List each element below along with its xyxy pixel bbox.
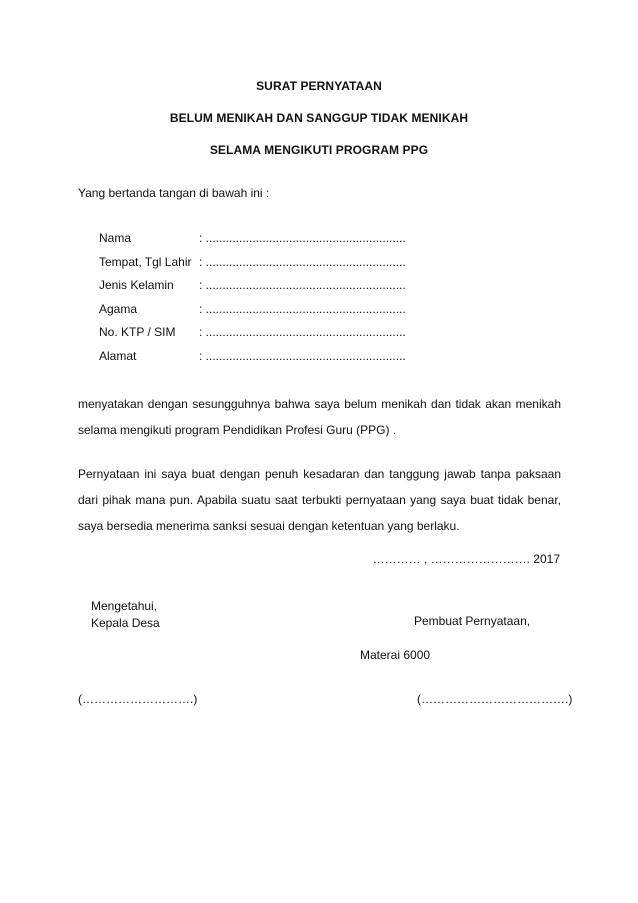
field-label: Alamat (99, 348, 137, 363)
maker-label: Pembuat Pernyataan, (414, 614, 531, 628)
field-label: Nama (99, 231, 132, 245)
field-no-ktp-sim (99, 325, 406, 349)
field-tempat-tgl-lahir (99, 255, 406, 279)
field-value: : ............................................................ (199, 348, 406, 363)
field-nama (99, 231, 406, 255)
document-subtitle-line2: SELAMA MENGIKUTI PROGRAM PPG (209, 143, 429, 157)
declaration-paragraph: Pernyataan ini saya buat dengan penuh kesadaran dan tanggung jawab tanpa paksaan dari pihak mana pun. Apabila suatu saat terbukti pernyataan yang saya buat tidak benar, saya bersedia menerima sanksi sesuai dengan ketentuan yang berlaku. (78, 467, 561, 533)
field-value: : ............................................................ (199, 254, 406, 269)
acknowledged-label: Mengetahui, (91, 599, 158, 613)
field-label: Tempat, Tgl Lahir (99, 254, 192, 269)
identity-fields (99, 231, 406, 372)
field-label: Agama (99, 301, 138, 316)
field-jenis-kelamin (99, 278, 406, 302)
field-value: : ............................................................ (199, 231, 406, 245)
document-title: SURAT PERNYATAAN (256, 79, 382, 93)
document-subtitle-line1: BELUM MENIKAH DAN SANGGUP TIDAK MENIKAH (169, 111, 469, 125)
village-head-label: Kepala Desa (91, 616, 160, 630)
acknowledgement-block (91, 598, 160, 632)
stamp-label: Materai 6000 (360, 648, 431, 662)
field-value: : ............................................................ (199, 278, 406, 292)
right-signature-line: (……………………………….) (417, 692, 573, 706)
field-value: : ............................................................ (199, 325, 406, 339)
intro-text: Yang bertanda tangan di bawah ini : (78, 186, 270, 200)
field-value: : ............................................................ (199, 301, 406, 316)
date-line: ………… , ……………………. 2017 (372, 552, 560, 566)
field-agama (99, 302, 406, 326)
field-label: Jenis Kelamin (99, 278, 174, 292)
left-signature-line: (……………………….) (78, 692, 198, 706)
field-alamat (99, 349, 406, 373)
statement-paragraph: menyatakan dengan sesungguhnya bahwa saya belum menikah dan tidak akan menikah selama mengikuti program Pendidikan Profesi Guru (PPG) . (78, 397, 561, 437)
field-label: No. KTP / SIM (99, 325, 176, 339)
